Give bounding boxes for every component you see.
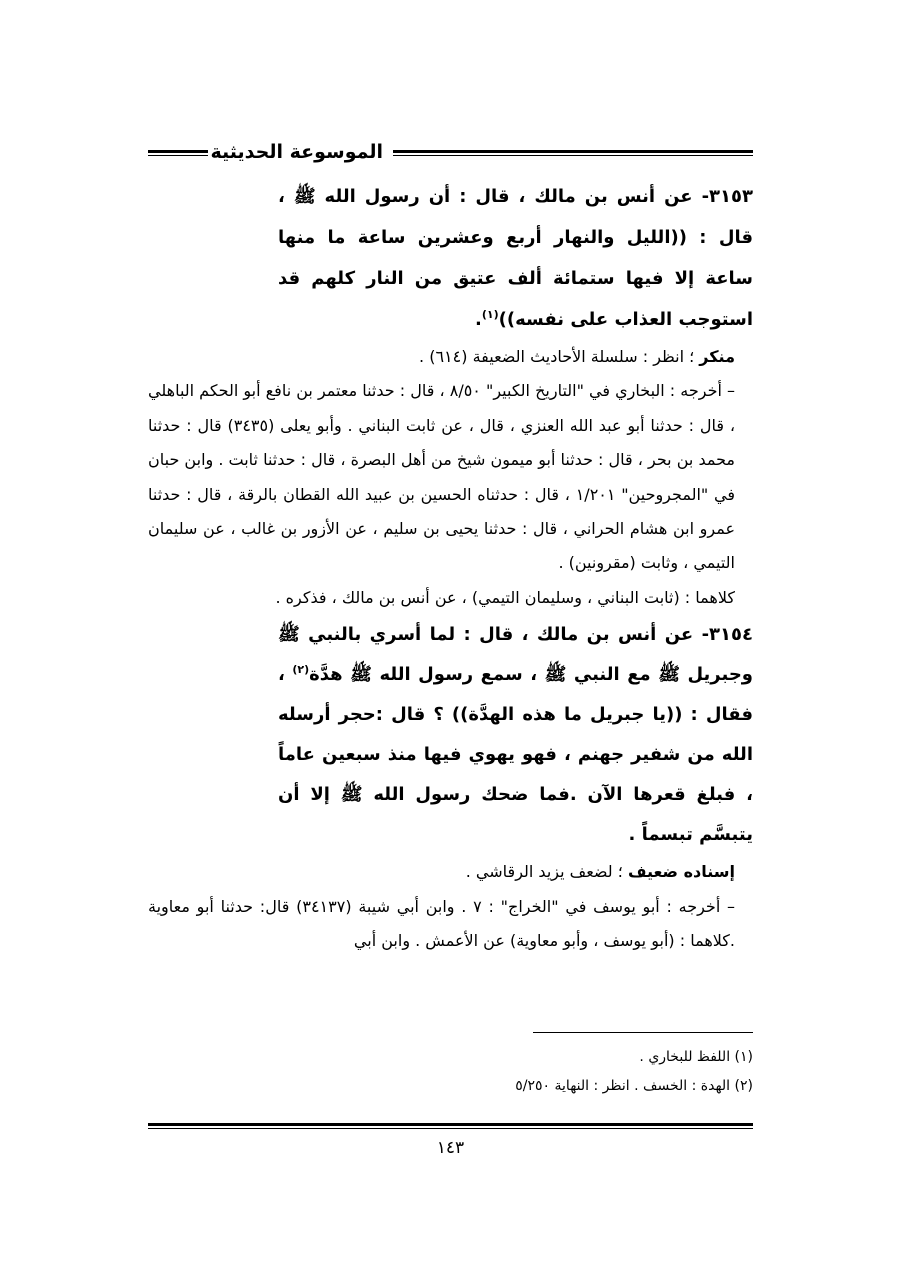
grading-3154-label: إسناده ضعيف <box>627 862 735 882</box>
summary-3153: كلاهما : (ثابت البناني ، وسليمان التيمي) ، عن أنس بن مالك ، فذكره . <box>275 587 735 607</box>
hadith-3153 <box>148 176 753 340</box>
grading-3153 <box>148 340 753 374</box>
header-title: الموسوعة الحديثية <box>210 141 383 163</box>
footer-rule <box>148 1123 753 1129</box>
grading-3153-text: ؛ انظر : سلسلة الأحاديث الضعيفة (٦١٤) . <box>419 347 700 366</box>
footnote-separator <box>533 1032 753 1033</box>
hadith-3154-text-a: ٣١٥٤- عن أنس بن مالك ، قال : لما أسري بالنبي ﷺ وجبريل ﷺ مع النبي ﷺ ، سمع رسول الله ﷺ هدَّة <box>278 624 753 686</box>
header-rule-left <box>148 150 208 156</box>
hadith-3154 <box>148 615 753 855</box>
grading-3154-text: ؛ لضعف يزيد الرقاشي . <box>465 862 628 882</box>
takhrij-3154: – أخرجه : أبو يوسف في "الخراج" : ٧ . وابن أبي شيبة (٣٤١٣٧) قال: حدثنا أبو معاوية .كلاهما : (أبو يوسف ، وأبو معاوية) عن الأعمش . وابن أبي <box>148 896 736 951</box>
book-page <box>148 138 753 1178</box>
footnote-2: (٢) الهدة : الخسف . انظر : النهاية ٥/٢٥٠ <box>515 1078 753 1094</box>
footnote-marker-1: (١) <box>481 308 499 321</box>
footnotes <box>148 1043 753 1101</box>
page-content <box>148 176 753 958</box>
footnote-1: (١) اللفظ للبخاري . <box>639 1049 753 1065</box>
hadith-3153-text: ٣١٥٣- عن أنس بن مالك ، قال : أن رسول الله ﷺ ، قال : ((الليل والنهار أربع وعشرين ساعة ما منها ساعة إلا فيها ستمائة ألف عتيق من النار كلهم قد استوجب العذاب على نفسه)) <box>278 186 753 330</box>
hadith-3153-end: . <box>475 309 482 330</box>
takhrij-3153: – أخرجه : البخاري في "التاريخ الكبير" ٨/٥٠ ، قال : حدثنا معتمر بن نافع أبو الحكم الباهلي ، قال : حدثنا أبو عبد الله العنزي ، قال ، عن ثابت البناني . وأبو يعلى (٣٤٣٥) قال : حدثنا محمد بن بحر ، قال : حدثنا أبو ميمون شيخ من أهل البصرة ، قال : حدثنا ثابت . وابن حبان في "المجروحين" ١/٢٠١ ، قال : حدثناه الحسين بن عبيد الله القطان بالرقة ، قال : حدثنا عمرو ابن هشام الحراني ، قال : حدثنا يحيى بن سليم ، عن الأزور بن غالب ، عن سليمان التيمي ، وثابت (مقرونين) . <box>148 381 736 573</box>
page-header <box>148 138 753 174</box>
page-number: ١٤٣ <box>436 1138 465 1158</box>
header-rule-right <box>393 150 753 156</box>
grading-3153-label: منكر <box>699 347 735 366</box>
footnote-marker-2: (٢) <box>292 663 310 677</box>
hadith-3154-text-b: ، فقال : ((يا جبريل ما هذه الهدَّة)) ؟ قال :حجر أرسله الله من شفير جهنم ، فهو يهوي فيها منذ سبعين عاماً ، فبلغ قعرها الآن .فما ضحك رسول الله ﷺ إلا أن يتبسَّم تبسماً . <box>278 664 753 846</box>
grading-3154 <box>148 855 753 889</box>
